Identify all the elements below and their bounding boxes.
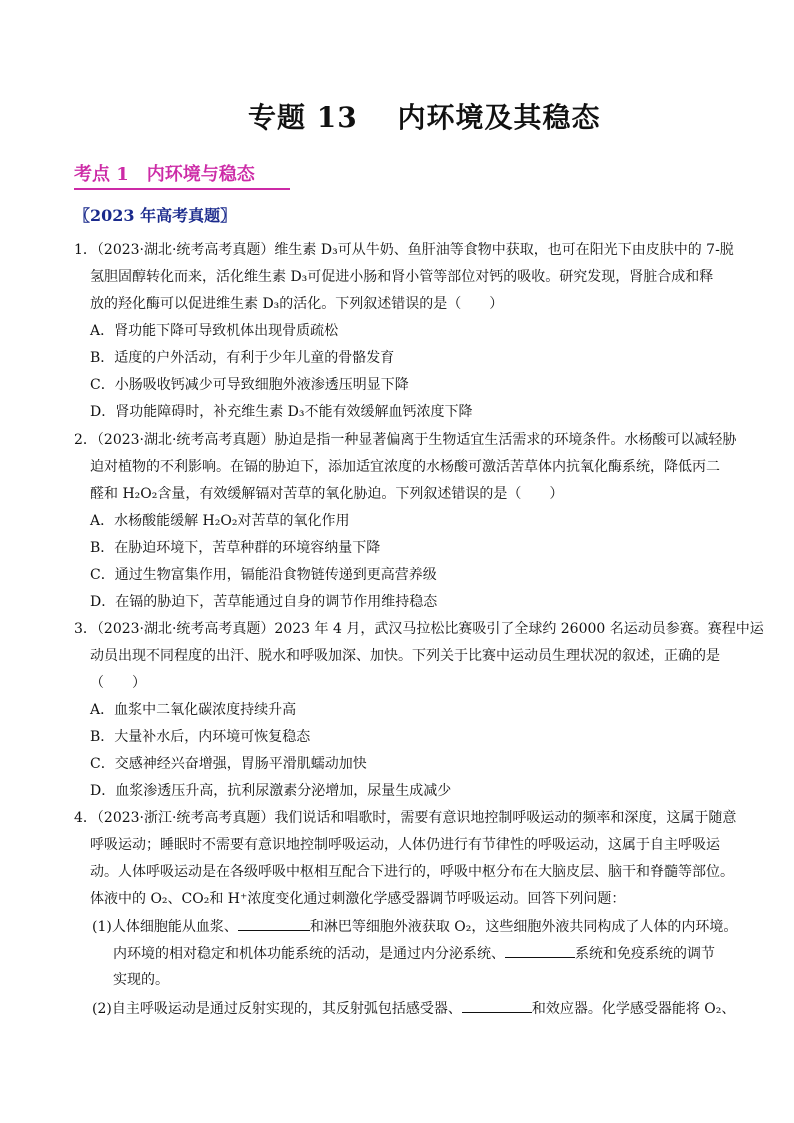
q4-line-3: 动。人体呼吸运动是在各级呼吸中枢相互配合下进行的，呼吸中枢分布在大脑皮层、脑干和脊髓等部位。 — [90, 864, 734, 880]
q4-sub1-line-3: 实现的。 — [113, 972, 169, 988]
q2-line-1: 2．（2023·湖北·统考高考真题）胁迫是指一种显著偏离于生物适宜生活需求的环境条件。水杨酸可以减轻胁 — [74, 432, 737, 448]
q2-option-c: C．通过生物富集作用，镉能沿食物链传递到更高营养级 — [90, 567, 437, 583]
q1-line-3: 放的羟化酶可以促进维生素 D₃的活化。下列叙述错误的是（ ） — [90, 296, 504, 312]
q4-sub1-text-d: 系统和免疫系统的调节 — [575, 946, 715, 962]
q4-line-4: 体液中的 O₂、CO₂和 H⁺浓度变化通过刺激化学感受器调节呼吸运动。回答下列问题： — [90, 891, 626, 907]
q2-option-b: B．在胁迫环境下，苦草种群的环境容纳量下降 — [90, 540, 381, 556]
answer-blank-1[interactable] — [238, 916, 310, 931]
q4-line-2: 呼吸运动；睡眠时不需要有意识地控制呼吸运动，人体仍进行有节律性的呼吸运动，这属于自主呼吸运 — [90, 837, 720, 853]
q4-sub1-line-1 — [92, 916, 737, 937]
q3-option-c: C．交感神经兴奋增强，胃肠平滑肌蠕动加快 — [90, 756, 367, 772]
q1-option-d: D．肾功能障碍时，补充维生素 D₃不能有效缓解血钙浓度下降 — [90, 404, 473, 420]
q4-sub1-text-c: 内环境的相对稳定和机体功能系统的活动，是通过内分泌系统、 — [113, 946, 505, 962]
q3-option-a: A．血浆中二氧化碳浓度持续升高 — [90, 702, 297, 718]
section-heading: 考点 1 内环境与稳态 — [74, 160, 290, 190]
page-title: 专题 13 内环境及其稳态 — [248, 101, 601, 134]
q4-sub2-text-a: (2)自主呼吸运动是通过反射实现的，其反射弧包括感受器、 — [92, 1001, 462, 1017]
answer-blank-3[interactable] — [462, 998, 532, 1013]
q4-sub2-line-1 — [92, 998, 735, 1019]
q4-sub1-line-2 — [113, 943, 715, 964]
q2-option-a: A．水杨酸能缓解 H₂O₂对苦草的氧化作用 — [90, 513, 350, 529]
q2-line-3: 醛和 H₂O₂含量，有效缓解镉对苦草的氧化胁迫。下列叙述错误的是（ ） — [90, 486, 564, 502]
q1-option-a: A．肾功能下降可导致机体出现骨质疏松 — [90, 323, 339, 339]
q3-option-d: D．血浆渗透压升高，抗利尿激素分泌增加，尿量生成减少 — [90, 783, 452, 799]
q3-option-b: B．大量补水后，内环境可恢复稳态 — [90, 729, 311, 745]
q1-option-b: B．适度的户外活动，有利于少年儿童的骨骼发育 — [90, 350, 395, 366]
q2-option-d: D．在镉的胁迫下，苦草能通过自身的调节作用维持稳态 — [90, 594, 438, 610]
q3-line-1: 3．（2023·湖北·统考高考真题）2023 年 4 月，武汉马拉松比赛吸引了全球约 26000 名运动员参赛。赛程中运 — [74, 621, 764, 637]
q1-line-2: 氢胆固醇转化而来，活化维生素 D₃可促进小肠和肾小管等部位对钙的吸收。研究发现，肾脏合成和释 — [90, 269, 714, 285]
q2-line-2: 迫对植物的不利影响。在镉的胁迫下，添加适宜浓度的水杨酸可激活苦草体内抗氧化酶系统，降低丙二 — [90, 459, 720, 475]
answer-blank-2[interactable] — [505, 943, 575, 958]
q3-line-3: （ ） — [90, 675, 146, 691]
q4-sub1-text-a: (1)人体细胞能从血浆、 — [92, 919, 238, 935]
q4-line-1: 4．（2023·浙江·统考高考真题）我们说话和唱歌时，需要有意识地控制呼吸运动的频率和深度，这属于随意 — [74, 810, 737, 826]
q4-sub2-text-b: 和效应器。化学感受器能将 O₂、 — [531, 1001, 736, 1017]
q1-option-c: C．小肠吸收钙减少可导致细胞外液渗透压明显下降 — [90, 377, 409, 393]
q3-line-2: 动员出现不同程度的出汗、脱水和呼吸加深、加快。下列关于比赛中运动员生理状况的叙述，正确的是 — [90, 648, 720, 664]
year-heading: 〖2023 年高考真题〗 — [74, 206, 237, 225]
q4-sub1-text-b: 和淋巴等细胞外液获取 O₂，这些细胞外液共同构成了人体的内环境。 — [309, 919, 738, 935]
q1-line-1: 1．（2023·湖北·统考高考真题）维生素 D₃可从牛奶、鱼肝油等食物中获取，也可在阳光下由皮肤中的 7-脱 — [74, 242, 734, 258]
